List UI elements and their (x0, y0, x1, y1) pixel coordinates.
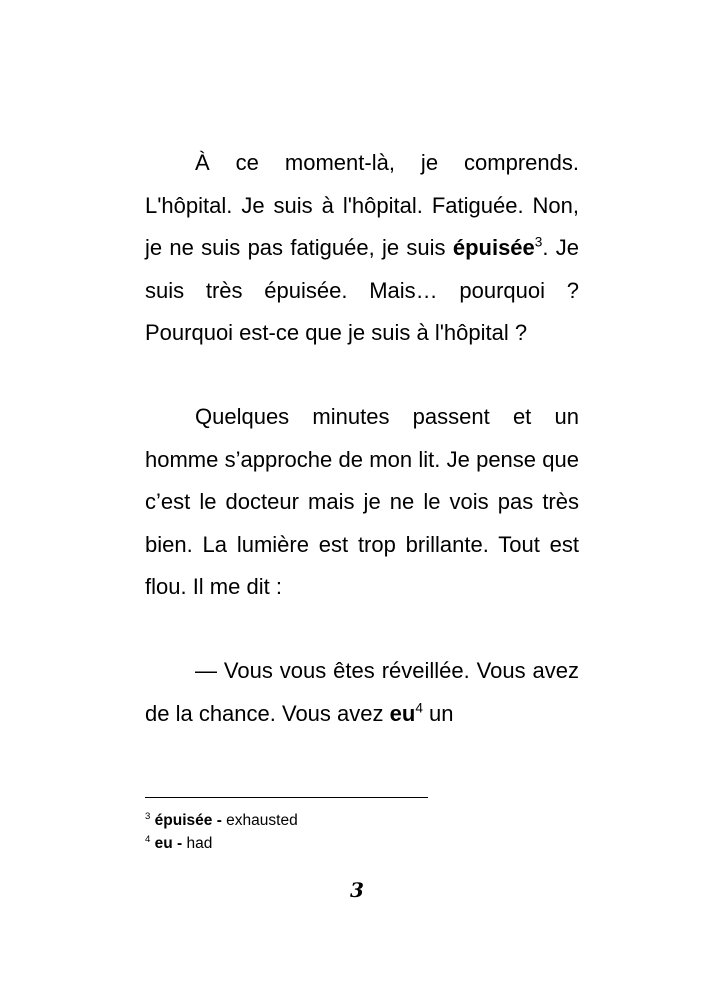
paragraph-text: À ce moment-là, je comprends. L'hôpital. Je suis à l'hôpital. Fatiguée. Non, je ne suis pas fatiguée, je suis (145, 150, 579, 261)
paragraph-3 (145, 650, 579, 735)
footnote-gloss: exhausted (226, 812, 298, 829)
paragraph-text: . Je suis très épuisée. Mais… pourquoi ? Pourquoi est-ce que je suis à l'hôpital ? (145, 235, 579, 346)
paragraph-1 (145, 142, 579, 355)
footnote (145, 809, 579, 832)
footnote-ref[interactable]: 4 (415, 700, 423, 716)
footnote (145, 832, 579, 855)
footnote-term: épuisée (154, 812, 213, 829)
footnote-divider (145, 797, 428, 798)
footnote-term: eu (154, 835, 173, 852)
vocab-word: épuisée (452, 235, 535, 261)
paragraph-2 (145, 396, 579, 609)
footnote-number: 3 (145, 810, 151, 822)
footnote-ref[interactable]: 3 (534, 234, 543, 250)
footnote-gloss: had (186, 835, 213, 852)
footnote-separator: - (172, 835, 187, 852)
paragraph-text: — Vous vous êtes réveillée. Vous avez de la chance. Vous avez (145, 657, 579, 726)
body-text (145, 142, 579, 776)
paragraph-text: Quelques minutes passent et un homme s’approche de mon lit. Je pense que c’est le docteur mais je ne le vois pas très bien. La lumière est trop brillante. Tout est flou. Il me dit : (145, 403, 579, 600)
footnote-separator: - (212, 812, 227, 829)
footnote-number: 4 (145, 833, 151, 845)
vocab-word: eu (389, 700, 416, 726)
paragraph-text: un (422, 700, 454, 726)
footnotes (145, 809, 579, 855)
page-number: 3 (350, 878, 364, 902)
